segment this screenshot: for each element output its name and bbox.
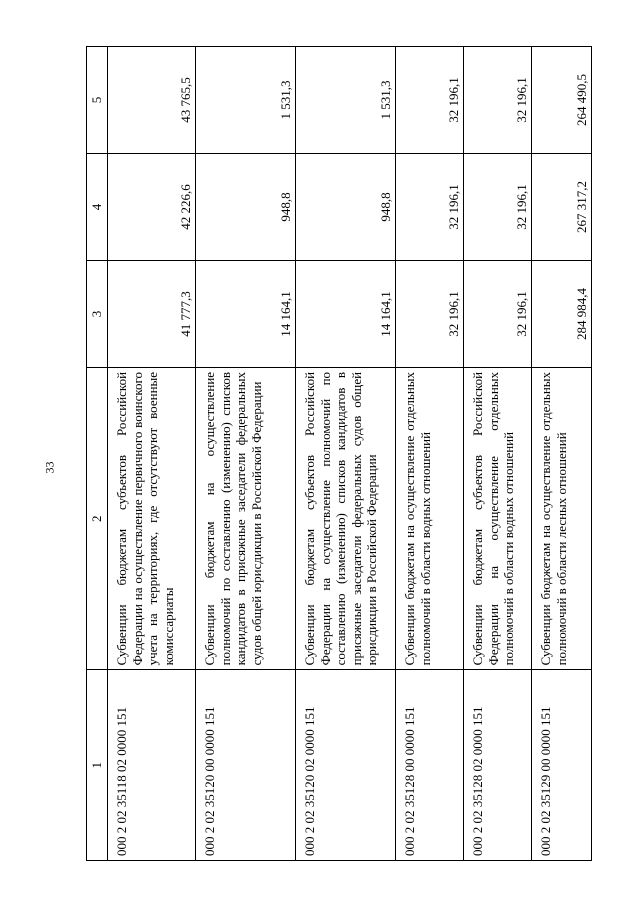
budget-code: 000 2 02 35120 02 0000 151 — [296, 670, 396, 861]
value-col4: 42 226,6 — [108, 154, 196, 261]
value-col3: 284 984,4 — [532, 260, 592, 367]
table-row — [464, 47, 532, 861]
description: Субвенции бюджетам субъектов Российской Федерации на осуществление отдельных полномочий в области водных отношений — [464, 367, 532, 669]
rotated-table-container — [86, 46, 607, 861]
value-col4: 267 317,2 — [532, 154, 592, 261]
budget-table — [86, 46, 592, 861]
value-col5: 32 196,1 — [464, 47, 532, 154]
budget-code: 000 2 02 35128 00 0000 151 — [396, 670, 464, 861]
header-row — [87, 47, 108, 861]
budget-code: 000 2 02 35128 02 0000 151 — [464, 670, 532, 861]
description: Субвенции бюджетам на осуществление отдельных полномочий в области лесных отношений — [532, 367, 592, 669]
table-row — [296, 47, 396, 861]
column-header-3: 3 — [87, 260, 108, 367]
column-header-1: 1 — [87, 670, 108, 861]
column-header-5: 5 — [87, 47, 108, 154]
description: Субвенции бюджетам на осуществление полномочий по составлению (изменению) списков кандидатов в присяжные заседатели федеральных судов общей юрисдикции в Российской Федерации — [196, 367, 296, 669]
value-col3: 14 164,1 — [296, 260, 396, 367]
description: Субвенции бюджетам субъектов Российской Федерации на осуществление полномочий по составлению (изменению) списков кандидатов в присяжные заседатели федеральных судов общей юрисдикции в Российской Федерации — [296, 367, 396, 669]
table-row — [532, 47, 592, 861]
table-row — [396, 47, 464, 861]
column-header-2: 2 — [87, 367, 108, 669]
value-col4: 948,8 — [296, 154, 396, 261]
value-col5: 32 196,1 — [396, 47, 464, 154]
value-col3: 32 196,1 — [464, 260, 532, 367]
description: Субвенции бюджетам на осуществление отдельных полномочий в области водных отношений — [396, 367, 464, 669]
value-col3: 41 777,3 — [108, 260, 196, 367]
column-header-4: 4 — [87, 154, 108, 261]
value-col4: 32 196,1 — [464, 154, 532, 261]
value-col4: 32 196,1 — [396, 154, 464, 261]
budget-code: 000 2 02 35129 00 0000 151 — [532, 670, 592, 861]
budget-code: 000 2 02 35120 00 0000 151 — [196, 670, 296, 861]
table-row — [196, 47, 296, 861]
value-col3: 14 164,1 — [196, 260, 296, 367]
value-col4: 948,8 — [196, 154, 296, 261]
value-col5: 43 765,5 — [108, 47, 196, 154]
budget-code: 000 2 02 35118 02 0000 151 — [108, 670, 196, 861]
page-number: 33 — [42, 461, 57, 474]
value-col5: 264 490,5 — [532, 47, 592, 154]
value-col5: 1 531,3 — [196, 47, 296, 154]
value-col5: 1 531,3 — [296, 47, 396, 154]
table-row — [108, 47, 196, 861]
description: Субвенции бюджетам субъектов Российской Федерации на осуществление первичного воинского учета на территориях, где отсутствуют военные комиссариаты — [108, 367, 196, 669]
value-col3: 32 196,1 — [396, 260, 464, 367]
